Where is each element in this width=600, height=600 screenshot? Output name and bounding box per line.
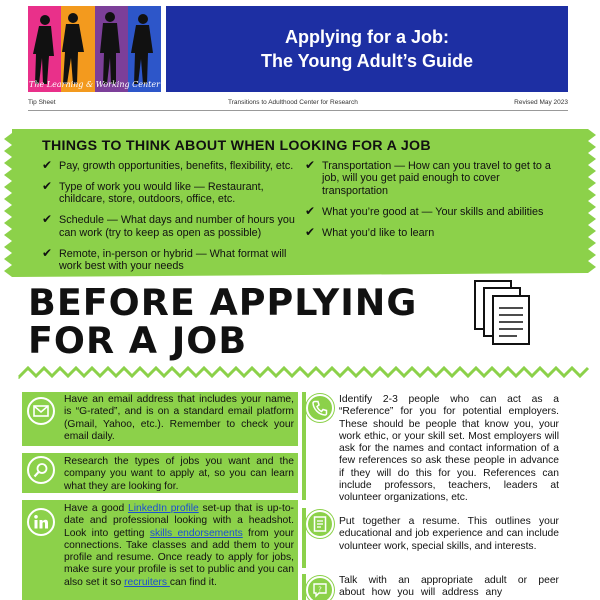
- zigzag-divider: [0, 365, 600, 379]
- list-item: ✔ Schedule — What days and number of hours you can work (try to keep as open as possible): [42, 212, 295, 239]
- title-line-2: The Young Adult’s Guide: [261, 51, 473, 71]
- logo-text: The Learning & Working Center: [29, 80, 160, 89]
- paper-stack-icon: [472, 278, 534, 350]
- svg-text:?: ?: [318, 585, 322, 594]
- check-icon: ✔: [42, 245, 53, 260]
- logo: [28, 6, 161, 92]
- title-banner: [166, 6, 568, 92]
- list-item: ✔ Type of work you would like — Restaurant, childcare, store, outdoors, office, etc.: [42, 178, 264, 206]
- step-talk-text: Talk with an appropriate adult or peer about how you will address any: [339, 575, 559, 599]
- things-list-left: [41, 160, 303, 281]
- recruiters-link[interactable]: recruiters: [124, 576, 170, 588]
- check-icon: ✔: [42, 212, 53, 227]
- step-email-text: Have an email address that includes your name, is “G-rated”, and is on a standard email platform (Gmail, Yahoo, etc.). Remember to check your email daily.: [64, 394, 294, 442]
- question-bubble-icon: [306, 576, 334, 600]
- phone-icon: [306, 394, 334, 422]
- list-item: ✔ What you’d like to learn: [305, 224, 435, 239]
- linkedin-icon: [27, 508, 55, 536]
- magnifier-icon: [27, 456, 55, 484]
- meta-tip-sheet: Tip Sheet: [28, 99, 56, 106]
- things-box: [0, 129, 600, 277]
- title-line-1: Applying for a Job:: [285, 27, 449, 47]
- step-linkedin-text: Have a good LinkedIn profile set-up that is up-to-date and professional looking with a headshot. Look into getting skills endorsements from your connections. Take classes and add them to your profile and resume. Once ready to apply for jobs, make sure your profile is set to public and you can also set it so recruiters can find it.: [64, 503, 294, 588]
- step-research-text: Research the types of jobs you want and the company you want to apply at, so you can learn what they are looking for.: [64, 456, 294, 492]
- list-item: ✔ Transportation — How can you travel to get to a job, will you get paid enough to cover transportation: [305, 158, 551, 197]
- skills-endorsements-link[interactable]: skills endorsements: [149, 527, 243, 539]
- things-title: THINGS TO THINK ABOUT WHEN LOOKING FOR A JOB: [42, 138, 431, 154]
- list-item: ✔ Pay, growth opportunities, benefits, flexibility, etc.: [42, 158, 294, 172]
- things-list-right: [304, 160, 566, 248]
- step-resume-text: Put together a resume. This outlines your educational and job experience and can include volunteer work, special skills, and interests.: [339, 516, 559, 552]
- check-icon: ✔: [305, 224, 316, 239]
- list-item: ✔ Remote, in-person or hybrid — What format will work best with your needs: [42, 245, 287, 272]
- check-icon: ✔: [42, 158, 53, 172]
- meta-center: Transitions to Adulthood Center for Research: [228, 99, 358, 106]
- section-title: [28, 281, 418, 362]
- document-icon: [306, 510, 334, 538]
- envelope-icon: [27, 397, 55, 425]
- linkedin-profile-link[interactable]: LinkedIn profile: [128, 503, 199, 514]
- check-icon: ✔: [305, 158, 316, 172]
- check-icon: ✔: [305, 203, 316, 218]
- section-title-line-1: BEFORE APPLYING: [28, 281, 418, 324]
- check-icon: ✔: [42, 178, 53, 193]
- meta-revised: Revised May 2023: [514, 99, 568, 106]
- header-divider: [28, 110, 568, 111]
- list-item: ✔ What you’re good at — Your skills and abilities: [305, 203, 544, 218]
- step-bar: [302, 508, 306, 568]
- section-title-line-2: FOR A JOB: [28, 319, 248, 362]
- step-references-text: Identify 2-3 people who can act as a “Reference” for you for potential employers. These should be people that know you, your work ethic, or your skill set. Most employers will ask for the names and contact information of a few references so ask these people in advance if they will do this for you. References can include professors, teachers, leaders at volunteer organizations, etc.: [339, 394, 559, 504]
